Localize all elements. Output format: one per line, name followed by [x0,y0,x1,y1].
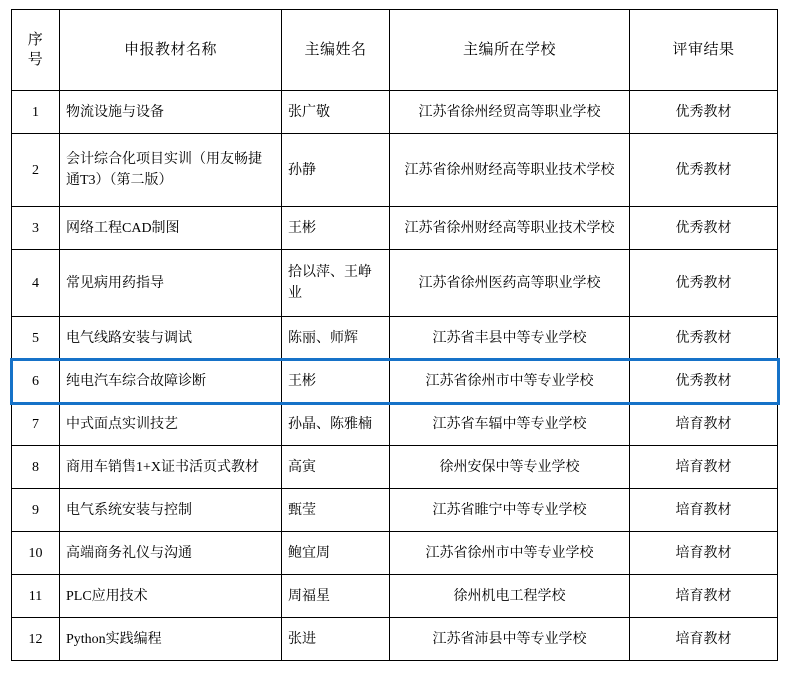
cell-seq: 7 [12,403,60,446]
cell-school: 江苏省车辐中等专业学校 [390,403,630,446]
cell-seq: 8 [12,446,60,489]
cell-seq: 3 [12,207,60,250]
cell-textbook-name: 纯电汽车综合故障诊断 [60,360,282,403]
cell-editor-name: 孙静 [282,134,390,207]
cell-textbook-name: 电气线路安装与调试 [60,317,282,360]
cell-review-result: 培育教材 [630,489,778,532]
cell-editor-name: 王彬 [282,207,390,250]
cell-textbook-name: 会计综合化项目实训（用友畅捷通T3）（第二版） [60,134,282,207]
cell-textbook-name: 常见病用药指导 [60,250,282,317]
cell-editor-name: 孙晶、陈雅楠 [282,403,390,446]
table-row [12,403,778,446]
cell-textbook-name: PLC应用技术 [60,575,282,618]
cell-editor-name: 高寅 [282,446,390,489]
column-header-school: 主编所在学校 [390,10,630,91]
cell-school: 江苏省沛县中等专业学校 [390,618,630,661]
cell-editor-name: 张进 [282,618,390,661]
cell-editor-name: 甄莹 [282,489,390,532]
table-row [12,91,778,134]
cell-textbook-name: Python实践编程 [60,618,282,661]
column-header-seq: 序号 [12,10,60,91]
cell-seq: 9 [12,489,60,532]
table-row [12,618,778,661]
textbook-review-table [11,9,778,661]
cell-seq: 4 [12,250,60,317]
cell-review-result: 培育教材 [630,403,778,446]
cell-editor-name: 鲍宜周 [282,532,390,575]
table-row [12,360,778,403]
cell-textbook-name: 商用车销售1+X证书活页式教材 [60,446,282,489]
cell-editor-name: 张广敬 [282,91,390,134]
cell-editor-name: 王彬 [282,360,390,403]
cell-seq: 6 [12,360,60,403]
cell-review-result: 培育教材 [630,532,778,575]
table-row [12,250,778,317]
table-row [12,317,778,360]
cell-textbook-name: 中式面点实训技艺 [60,403,282,446]
cell-school: 江苏省睢宁中等专业学校 [390,489,630,532]
table-body [12,91,778,661]
cell-editor-name: 陈丽、师辉 [282,317,390,360]
table-row [12,575,778,618]
cell-school: 江苏省徐州财经高等职业技术学校 [390,134,630,207]
cell-seq: 11 [12,575,60,618]
cell-review-result: 优秀教材 [630,134,778,207]
cell-editor-name: 拾以萍、王峥业 [282,250,390,317]
cell-review-result: 培育教材 [630,575,778,618]
cell-review-result: 培育教材 [630,618,778,661]
cell-school: 江苏省徐州财经高等职业技术学校 [390,207,630,250]
cell-seq: 10 [12,532,60,575]
table-row [12,134,778,207]
cell-textbook-name: 物流设施与设备 [60,91,282,134]
cell-textbook-name: 电气系统安装与控制 [60,489,282,532]
cell-review-result: 优秀教材 [630,207,778,250]
cell-seq: 12 [12,618,60,661]
cell-school: 江苏省丰县中等专业学校 [390,317,630,360]
table-header-row [12,10,778,91]
column-header-result: 评审结果 [630,10,778,91]
table-row [12,207,778,250]
cell-school: 江苏省徐州市中等专业学校 [390,532,630,575]
cell-seq: 2 [12,134,60,207]
cell-school: 江苏省徐州市中等专业学校 [390,360,630,403]
cell-school: 徐州机电工程学校 [390,575,630,618]
table-row [12,446,778,489]
cell-seq: 5 [12,317,60,360]
cell-school: 江苏省徐州医药高等职业学校 [390,250,630,317]
table-row [12,489,778,532]
cell-review-result: 优秀教材 [630,91,778,134]
cell-review-result: 优秀教材 [630,360,778,403]
cell-editor-name: 周福星 [282,575,390,618]
cell-textbook-name: 网络工程CAD制图 [60,207,282,250]
column-header-editor: 主编姓名 [282,10,390,91]
cell-seq: 1 [12,91,60,134]
cell-review-result: 培育教材 [630,446,778,489]
table-header [12,10,778,91]
cell-review-result: 优秀教材 [630,250,778,317]
cell-review-result: 优秀教材 [630,317,778,360]
cell-school: 江苏省徐州经贸高等职业学校 [390,91,630,134]
table-row [12,532,778,575]
cell-school: 徐州安保中等专业学校 [390,446,630,489]
column-header-name: 申报教材名称 [60,10,282,91]
cell-textbook-name: 高端商务礼仪与沟通 [60,532,282,575]
